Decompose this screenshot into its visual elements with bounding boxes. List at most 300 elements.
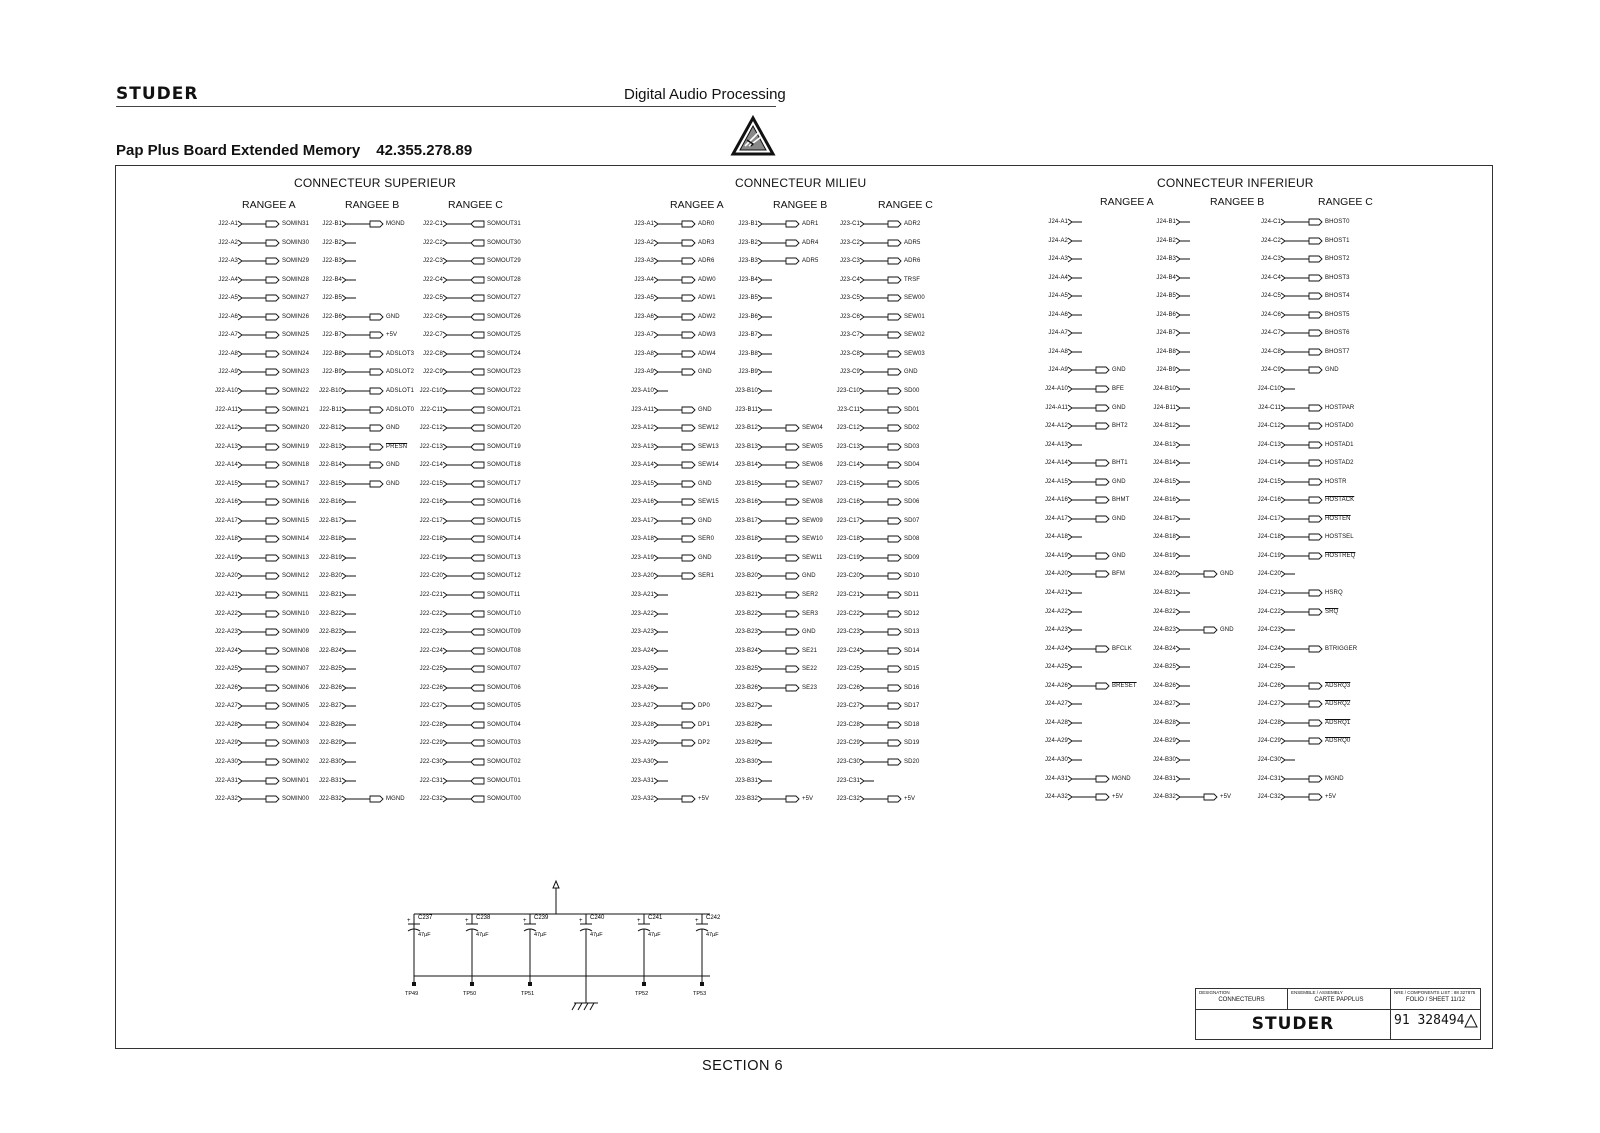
pin-entry xyxy=(1136,292,1192,301)
pin-entry xyxy=(820,406,919,415)
pin-number: J23-C1 xyxy=(840,221,860,227)
pin-number: J24-A4 xyxy=(1048,274,1068,281)
signal-name: SD06 xyxy=(904,499,920,506)
pin-number: J22-A3 xyxy=(218,258,238,265)
decoupling-capacitor-schematic xyxy=(405,876,740,1026)
signal-name: SEW00 xyxy=(904,295,925,302)
connector-flag-icon xyxy=(1281,552,1323,560)
pin-entry xyxy=(820,220,920,229)
capacitor-ref: C241 xyxy=(648,915,663,921)
pin-entry xyxy=(614,350,716,359)
signal-name: SOMIN26 xyxy=(282,313,310,320)
connector-flag-icon xyxy=(443,517,485,525)
pin-number: J24-B8 xyxy=(1156,348,1176,355)
signal-name: SOMIN24 xyxy=(282,350,310,357)
pin-number: J24-B25 xyxy=(1152,664,1176,671)
signal-name: SOMIN25 xyxy=(282,332,310,339)
pin-entry xyxy=(614,572,714,581)
pin-number: J23-C24 xyxy=(836,647,860,654)
signal-name: $\overline{SRQ}$ xyxy=(1325,608,1339,615)
pin-number: J24-B28 xyxy=(1152,719,1176,726)
connector-flag-icon xyxy=(443,239,485,247)
connector-flag-icon xyxy=(860,758,902,766)
pin-entry xyxy=(1028,533,1084,542)
pin-number: J22-B32 xyxy=(318,796,342,803)
pin-number: J23-B6 xyxy=(738,313,758,320)
connector-flag-icon xyxy=(1281,255,1323,263)
pin-entry xyxy=(1028,348,1084,357)
pin-stub-icon xyxy=(342,294,358,302)
pin-number: J23-A15 xyxy=(630,480,654,487)
pin-entry xyxy=(1136,366,1192,375)
connector-flag-icon xyxy=(758,665,800,673)
connector-flag-icon xyxy=(342,387,384,395)
pin-stub-icon xyxy=(1068,274,1084,282)
pin-number: J24-C15 xyxy=(1257,478,1281,485)
pin-number: J23-B8 xyxy=(738,350,758,357)
pin-entry xyxy=(198,795,309,804)
pin-number: J22-C14 xyxy=(419,462,443,469)
pin-number: J22-B6 xyxy=(322,313,342,320)
svg-text:+: + xyxy=(465,918,469,924)
pin-entry xyxy=(198,628,309,637)
connector-flag-icon xyxy=(1068,459,1110,467)
pin-number: J22-C19 xyxy=(419,554,443,561)
pin-number: J22-B14 xyxy=(318,462,342,469)
pin-stub-icon xyxy=(758,350,774,358)
pin-entry xyxy=(718,628,816,637)
pin-number: J23-A8 xyxy=(634,350,654,357)
pin-entry xyxy=(1241,719,1350,728)
pin-entry xyxy=(302,795,405,804)
pin-entry xyxy=(403,498,521,507)
pin-entry xyxy=(718,498,823,507)
pin-number: J23-A7 xyxy=(634,332,654,339)
pin-number: J22-A20 xyxy=(214,573,238,580)
components-list-label: NRE / COMPONENTS LIST : 88 327875 xyxy=(1394,990,1476,995)
connector-flag-icon xyxy=(238,665,280,673)
pin-stub-icon xyxy=(342,758,358,766)
pin-entry xyxy=(198,758,309,767)
pin-number: J24-A3 xyxy=(1048,256,1068,263)
pin-entry xyxy=(614,554,712,563)
signal-name: BRESET xyxy=(1112,682,1137,689)
pin-number: J24-C32 xyxy=(1257,794,1281,801)
connector-flag-icon xyxy=(1176,570,1218,578)
connector-flag-icon xyxy=(238,220,280,228)
pin-number: J22-C9 xyxy=(423,369,443,376)
connector-flag-icon xyxy=(860,239,902,247)
pin-entry xyxy=(1241,237,1350,246)
row-group-title: RANGEE A xyxy=(1100,196,1154,208)
connector-flag-icon xyxy=(758,498,800,506)
pin-stub-icon xyxy=(654,387,670,395)
pin-number: J23-A12 xyxy=(630,425,654,432)
pin-stub-icon xyxy=(654,610,670,618)
pin-number: J22-A21 xyxy=(214,592,238,598)
pin-number: J23-C26 xyxy=(836,684,860,691)
pin-entry xyxy=(718,758,774,767)
connector-flag-icon xyxy=(1281,700,1323,708)
signal-name: SOMIN16 xyxy=(282,499,310,506)
pin-entry xyxy=(1028,608,1084,617)
signal-name: MGND xyxy=(386,796,405,803)
pin-number: J22-B30 xyxy=(318,758,342,765)
test-point-icon xyxy=(412,982,416,986)
pin-entry xyxy=(1028,329,1084,338)
signal-name: SD00 xyxy=(904,387,920,394)
connector-flag-icon xyxy=(443,572,485,580)
connector-flag-icon xyxy=(1068,404,1110,412)
pin-number: J23-B32 xyxy=(734,796,758,803)
pin-number: J23-A26 xyxy=(630,684,654,691)
connector-flag-icon xyxy=(758,628,800,636)
pin-number: J24-B18 xyxy=(1152,534,1176,541)
pin-number: J23-B24 xyxy=(734,647,758,654)
pin-entry xyxy=(1241,570,1297,579)
pin-number: J22-A8 xyxy=(218,350,238,357)
connector-flag-icon xyxy=(1068,385,1110,393)
pin-entry xyxy=(1136,663,1192,672)
pin-entry xyxy=(614,517,712,526)
test-point-icon xyxy=(642,982,646,986)
pin-number: J24-C18 xyxy=(1257,534,1281,541)
pin-entry xyxy=(198,591,309,600)
signal-name: SOMOUT22 xyxy=(487,387,521,394)
connector-flag-icon xyxy=(443,387,485,395)
connector-flag-icon xyxy=(758,220,800,228)
signal-name: SEW05 xyxy=(802,443,823,450)
pin-number: J22-B15 xyxy=(318,480,342,487)
pin-number: J24-A22 xyxy=(1044,608,1068,615)
row-group-title: RANGEE C xyxy=(448,199,503,211)
connector-flag-icon xyxy=(1068,496,1110,504)
connector-flag-icon xyxy=(342,406,384,414)
pin-stub-icon xyxy=(1068,737,1084,745)
signal-name: BFCLK xyxy=(1112,645,1132,652)
signal-name: SOMOUT06 xyxy=(487,684,521,691)
signal-name: ADSLOT1 xyxy=(386,387,415,394)
capacitor-c242 xyxy=(693,914,721,997)
signal-name: SOMIN08 xyxy=(282,647,310,654)
pin-entry xyxy=(614,535,714,544)
signal-name: SOMOUT12 xyxy=(487,573,521,580)
pin-number: J24-B2 xyxy=(1156,237,1176,244)
pin-entry xyxy=(403,517,521,526)
pin-number: J24-A30 xyxy=(1044,756,1068,763)
connector-flag-icon xyxy=(654,739,696,747)
signal-name: ADW0 xyxy=(698,276,716,283)
pin-number: J23-A3 xyxy=(634,258,654,265)
pin-entry xyxy=(820,294,925,303)
connector-flag-icon xyxy=(238,276,280,284)
svg-text:+: + xyxy=(637,918,641,924)
pin-number: J22-C8 xyxy=(423,350,443,357)
connector-flag-icon xyxy=(238,406,280,414)
pin-stub-icon xyxy=(1176,719,1192,727)
pin-entry xyxy=(1136,552,1192,561)
signal-name: SEW12 xyxy=(698,425,719,432)
signal-name: SOMOUT02 xyxy=(487,758,521,765)
pin-stub-icon xyxy=(1068,533,1084,541)
title-block xyxy=(1195,988,1481,1040)
pin-entry xyxy=(1241,515,1351,524)
pin-entry xyxy=(302,294,358,303)
pin-stub-icon xyxy=(860,777,876,785)
capacitor-c240 xyxy=(579,914,605,976)
pin-entry xyxy=(718,795,813,804)
pin-number: J23-A13 xyxy=(630,443,654,450)
connector-flag-icon xyxy=(238,610,280,618)
pin-stub-icon xyxy=(654,591,670,599)
signal-name: ADW1 xyxy=(698,295,716,302)
pin-number: J23-B13 xyxy=(734,443,758,450)
signal-name: SEW15 xyxy=(698,499,719,506)
pin-stub-icon xyxy=(1176,663,1192,671)
pin-stub-icon xyxy=(758,758,774,766)
signal-name: +5V xyxy=(1325,794,1337,801)
signal-name: SER1 xyxy=(698,573,715,580)
connector-flag-icon xyxy=(342,480,384,488)
pin-entry xyxy=(198,331,309,340)
pin-entry xyxy=(302,368,414,377)
pin-number: J24-B19 xyxy=(1152,552,1176,559)
pin-stub-icon xyxy=(342,665,358,673)
signal-name: GND xyxy=(1112,367,1126,374)
pin-number: J24-A31 xyxy=(1044,775,1068,782)
board-name: Pap Plus Board Extended Memory xyxy=(116,142,361,159)
pin-number: J24-B32 xyxy=(1152,794,1176,801)
signal-name: SOMOUT00 xyxy=(487,796,521,803)
assembly-value: CARTE PAPPLUS xyxy=(1314,997,1364,1003)
signal-name: GND xyxy=(1325,367,1339,374)
connector-flag-icon xyxy=(654,406,696,414)
connector-flag-icon xyxy=(860,461,902,469)
connector-flag-icon xyxy=(443,591,485,599)
signal-name: SD17 xyxy=(904,703,920,710)
board-number: 42.355.278.89 xyxy=(376,142,473,159)
signal-name: SD16 xyxy=(904,684,920,691)
signal-name: SEW04 xyxy=(802,425,823,432)
pin-number: J24-C12 xyxy=(1257,423,1281,430)
signal-name: GND xyxy=(802,629,816,636)
connector-flag-icon xyxy=(758,257,800,265)
pin-number: J24-B24 xyxy=(1152,645,1176,652)
connector-flag-icon xyxy=(654,702,696,710)
signal-name: PRESN xyxy=(386,443,408,450)
pin-entry xyxy=(1028,422,1128,431)
signal-name: BHOST4 xyxy=(1325,293,1350,300)
signal-name: SOMIN30 xyxy=(282,239,310,246)
svg-text:+: + xyxy=(695,918,699,924)
connector-flag-icon xyxy=(654,572,696,580)
pin-number: J23-A9 xyxy=(634,369,654,376)
pin-entry xyxy=(403,276,521,285)
pin-entry xyxy=(198,572,309,581)
pin-number: J24-A8 xyxy=(1048,348,1068,355)
connector-flag-icon xyxy=(758,684,800,692)
pin-entry xyxy=(614,665,670,674)
signal-name: SD05 xyxy=(904,480,920,487)
connector-flag-icon xyxy=(1068,570,1110,578)
signal-name: HOSTPAR xyxy=(1325,404,1355,411)
pin-entry xyxy=(198,777,309,786)
pin-stub-icon xyxy=(1068,311,1084,319)
pin-number: J22-C16 xyxy=(419,499,443,506)
pin-stub-icon xyxy=(1176,515,1192,523)
pin-number: J23-C13 xyxy=(836,443,860,450)
pin-number: J22-A12 xyxy=(214,425,238,432)
pin-entry xyxy=(718,220,818,229)
signal-name: SOMOUT05 xyxy=(487,703,521,710)
pin-stub-icon xyxy=(1068,719,1084,727)
pin-entry xyxy=(302,220,405,229)
connector-flag-icon xyxy=(443,368,485,376)
revision-triangle-icon xyxy=(1464,1014,1478,1028)
pin-entry xyxy=(614,387,670,396)
pin-number: J23-C8 xyxy=(840,350,860,357)
signal-name: TRSF xyxy=(904,276,921,283)
pin-entry xyxy=(1136,700,1192,709)
connector-flag-icon xyxy=(443,480,485,488)
signal-name: BHOST5 xyxy=(1325,311,1350,318)
pin-number: J24-C3 xyxy=(1261,256,1281,263)
pin-entry xyxy=(403,795,521,804)
pin-entry xyxy=(718,350,774,359)
pin-entry xyxy=(1136,756,1192,765)
pin-entry xyxy=(302,591,358,600)
connector-flag-icon xyxy=(342,331,384,339)
pin-entry xyxy=(820,350,925,359)
signal-name: HOSTAD2 xyxy=(1325,460,1354,467)
pin-number: J24-C6 xyxy=(1261,311,1281,318)
svg-text:+: + xyxy=(579,918,583,924)
connector-title: CONNECTEUR MILIEU xyxy=(735,176,867,190)
connector-flag-icon xyxy=(860,220,902,228)
esd-warning-icon xyxy=(731,116,775,156)
pin-number: J24-B10 xyxy=(1152,385,1176,392)
pin-number: J24-A17 xyxy=(1044,515,1068,522)
connector-flag-icon xyxy=(238,424,280,432)
signal-name: SE21 xyxy=(802,647,818,654)
connector-flag-icon xyxy=(860,535,902,543)
pin-number: J23-A22 xyxy=(630,610,654,617)
pin-stub-icon xyxy=(758,331,774,339)
pin-number: J22-C5 xyxy=(423,295,443,302)
connector-flag-icon xyxy=(654,276,696,284)
connector-flag-icon xyxy=(654,239,696,247)
pin-entry xyxy=(403,406,521,415)
connector-flag-icon xyxy=(342,795,384,803)
pin-entry xyxy=(403,572,521,581)
pin-entry xyxy=(1241,608,1338,617)
connector-flag-icon xyxy=(342,350,384,358)
pin-entry xyxy=(1028,404,1126,413)
pin-entry xyxy=(1136,274,1192,283)
signal-name: GND xyxy=(1112,552,1126,559)
pin-entry xyxy=(1136,404,1192,413)
pin-entry xyxy=(302,647,358,656)
pin-number: J22-B28 xyxy=(318,721,342,728)
pin-entry xyxy=(1241,274,1350,283)
pin-number: J22-C28 xyxy=(419,721,443,728)
pin-number: J23-C4 xyxy=(840,276,860,283)
pin-entry xyxy=(198,443,309,452)
signal-name: SD14 xyxy=(904,647,920,654)
connector-flag-icon xyxy=(860,610,902,618)
pin-number: J22-B1 xyxy=(322,221,342,227)
pin-stub-icon xyxy=(342,721,358,729)
pin-entry xyxy=(820,498,919,507)
connector-flag-icon xyxy=(1068,422,1110,430)
signal-name: SOMOUT07 xyxy=(487,666,521,673)
pin-entry xyxy=(1028,311,1084,320)
svg-text:+: + xyxy=(407,918,411,924)
pin-entry xyxy=(820,591,919,600)
signal-name: SOMIN07 xyxy=(282,666,310,673)
pin-entry xyxy=(614,331,716,340)
pin-number: J24-B17 xyxy=(1152,515,1176,522)
signal-name: GND xyxy=(1220,627,1234,634)
pin-entry xyxy=(820,739,919,748)
pin-stub-icon xyxy=(758,739,774,747)
pin-entry xyxy=(403,313,521,322)
pin-entry xyxy=(403,331,521,340)
pin-entry xyxy=(1241,459,1354,468)
signal-name: SER2 xyxy=(802,592,819,598)
pin-number: J22-B3 xyxy=(322,258,342,265)
pin-stub-icon xyxy=(1068,237,1084,245)
connector-flag-icon xyxy=(654,535,696,543)
capacitor-value: 47µF xyxy=(476,932,489,938)
pin-entry xyxy=(1136,255,1192,264)
signal-name: BHOST2 xyxy=(1325,256,1350,263)
test-point-label: TP49 xyxy=(405,991,419,997)
pin-number: J23-B30 xyxy=(734,758,758,765)
pin-number: J23-C6 xyxy=(840,313,860,320)
pin-number: J22-A14 xyxy=(214,462,238,469)
pin-number: J22-C6 xyxy=(423,313,443,320)
connector-flag-icon xyxy=(860,276,902,284)
signal-name: SOMIN29 xyxy=(282,258,310,265)
connector-flag-icon xyxy=(860,424,902,432)
pin-number: J23-B14 xyxy=(734,462,758,469)
pin-number: J23-B5 xyxy=(738,295,758,302)
pin-stub-icon xyxy=(342,276,358,284)
pin-number: J23-B9 xyxy=(738,369,758,376)
pin-number: J24-C13 xyxy=(1257,441,1281,448)
pin-number: J24-B29 xyxy=(1152,738,1176,745)
connector-flag-icon xyxy=(654,368,696,376)
pin-number: J22-A24 xyxy=(214,647,238,654)
pin-entry xyxy=(718,572,816,581)
pin-entry xyxy=(1136,645,1192,654)
pin-entry xyxy=(718,721,774,730)
signal-name: GND xyxy=(386,480,400,487)
title-block-logo: STUDER xyxy=(1196,1010,1391,1039)
pin-number: J23-C21 xyxy=(836,592,860,598)
pin-number: J23-C16 xyxy=(836,499,860,506)
pin-number: J23-B7 xyxy=(738,332,758,339)
pin-entry xyxy=(1241,404,1354,413)
signal-name: SE22 xyxy=(802,666,818,673)
pin-number: J22-C31 xyxy=(419,777,443,784)
pin-entry xyxy=(198,535,309,544)
pin-stub-icon xyxy=(342,739,358,747)
pin-entry xyxy=(718,239,818,248)
connector-flag-icon xyxy=(758,554,800,562)
signal-name: ADR5 xyxy=(802,258,819,265)
